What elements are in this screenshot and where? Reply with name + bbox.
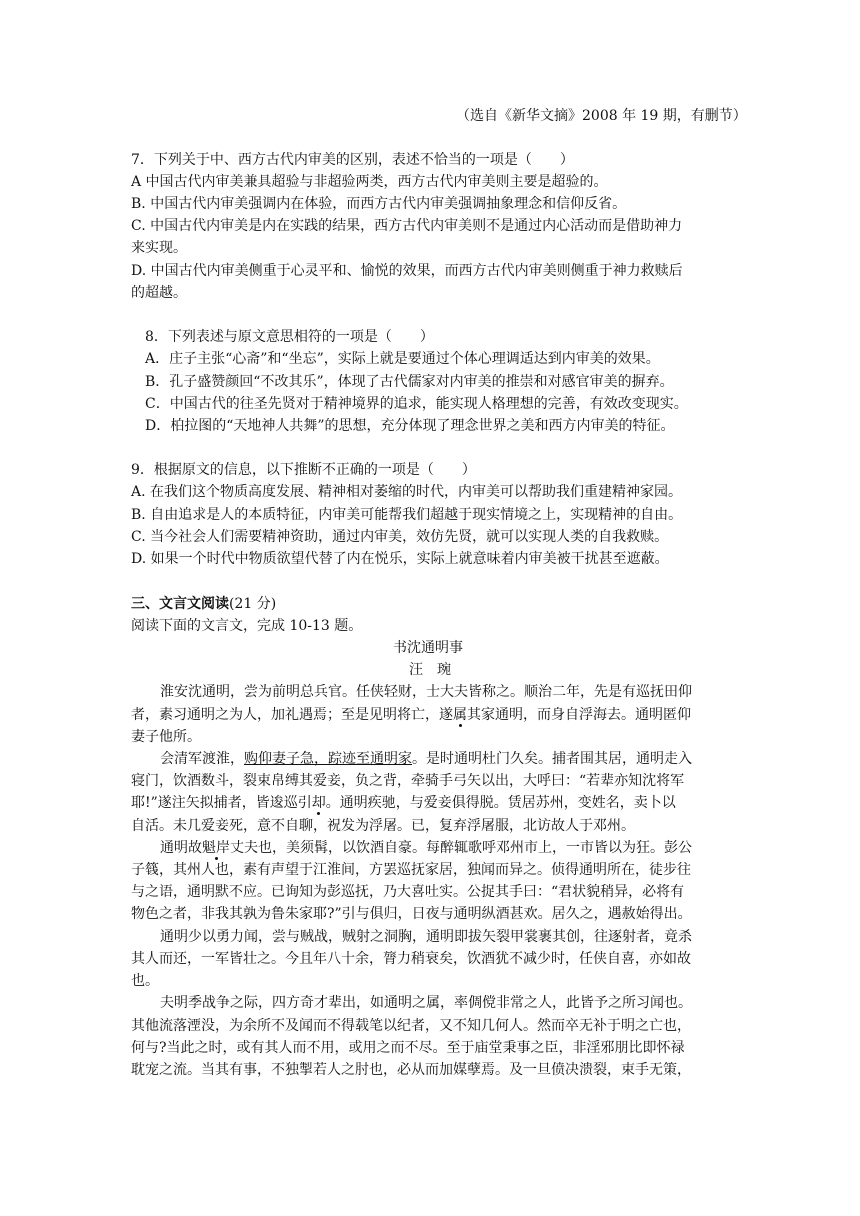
q7-option-c-line2: 来实现。: [131, 240, 187, 256]
passage-line: 自活。未几爱妾死，意不自聊，祝发为浮屠。已，复弃浮屠服，北访故人于邓州。: [131, 818, 635, 834]
passage-line: 夫明季战争之际，四方奇才辈出，如通明之属，率倜傥非常之人，此皆予之所习闻也。: [160, 995, 692, 1011]
section-instruction: 阅读下面的文言文，完成 10-13 题。: [131, 618, 363, 634]
passage-line: 者，素习通明之为人，加礼遇焉；至是见明将亡，遂属其家通明，而身自浮海去。通明匿仰: [131, 707, 691, 723]
section-heading: [131, 594, 276, 614]
passage-line: 耶!”遂注矢拟捕者，皆逡巡引却。通明疾驰，与爱妾俱得脱。赁居苏州，变姓名，卖卜以: [131, 795, 676, 811]
q8-option-c: C．中国古代的往圣先贤对于精神境界的追求，能实现人格理想的完善，有效改变现实。: [145, 396, 688, 412]
passage-line: 会清军渡淮，购仰妻子急，踪迹至通明家。是时通明杜门久矣。捕者围其居，通明走入: [160, 751, 692, 767]
essay-title: 书沈通明事: [393, 640, 463, 656]
q8-option-b: B．孔子盛赞颜回“不改其乐”，体现了古代儒家对内审美的推崇和对感官审美的摒弃。: [145, 374, 674, 390]
passage-line: 通明少以勇力闻，尝与贼战，贼射之洞胸，通明即拔矢裂甲裳裹其创，往逐射者，竟杀: [160, 929, 692, 945]
passage-line: 寝门，饮酒数斗，裂束帛缚其爱妾，负之背，牵骑手弓矢以出，大呼曰：“若辈亦知沈将军: [131, 773, 685, 789]
underlined-sentence: 购仰妻子急，踪迹至通明家: [244, 751, 412, 767]
q7-option-d-line2: 的超越。: [131, 285, 187, 301]
essay-author: 汪 琬: [409, 662, 451, 678]
passage-line: 妻子他所。: [131, 729, 201, 745]
emphasis-dot-char: 属: [453, 707, 467, 723]
passage-line: 其他流落湮没，为余所不及闻而不得载笔以纪者，又不知几何人。然而卒无补于明之亡也，: [131, 1018, 691, 1034]
q9-option-c: C. 当今社会人们需要精神资助，通过内审美，效仿先贤，就可以实现人类的自我救赎。: [131, 529, 669, 545]
passage-line: 物色之者，非我其孰为鲁朱家耶?”引与俱归，日夜与通明纵酒甚欢。居久之，遇赦始得出。: [131, 906, 692, 922]
emphasis-dot-word: 魁岸: [202, 840, 230, 856]
section-title: 三、文言文阅读: [131, 596, 229, 612]
passage-line: 何与?当此之时，或有其人而不用，或用之而不尽。至于庙堂秉事之臣，非淫邪朋比即怀禄: [131, 1040, 685, 1056]
passage-line: 通明故魁岸丈夫也，美须髯，以饮酒自豪。每醉辄歌呼邓州市上，一市皆以为狂。彭公: [160, 840, 692, 856]
passage-line: 其人而还，一军皆壮之。今且年八十余，膂力稍衰矣，饮酒犹不减少时，任侠自喜，亦如故: [131, 951, 691, 967]
q7-option-d-line1: D. 中国古代内审美侧重于心灵平和、愉悦的效果，而西方古代内审美则侧重于神力救赎后: [131, 263, 683, 279]
source-citation: （选自《新华文摘》2008 年 19 期，有删节）: [456, 108, 747, 124]
q7-option-c-line1: C. 中国古代内审美是内在实践的结果，西方古代内审美则不是通过内心活动而是借助神力: [131, 218, 683, 234]
q7-option-a: A 中国古代内审美兼具超验与非超验两类，西方古代内审美则主要是超验的。: [131, 174, 608, 190]
passage-line: 淮安沈通明，尝为前明总兵官。任侠轻财，士大夫皆称之。顺治二年，先是有巡抚田仰: [160, 684, 692, 700]
q9-stem: 9．根据原文的信息，以下推断不正确的一项是（ ）: [131, 462, 476, 478]
q8-option-d: D．柏拉图的“天地神人共舞”的思想，充分体现了理念世界之美和西方内审美的特征。: [145, 418, 675, 434]
q8-option-a: A．庄子主张“心斋”和“坐忘”，实际上就是要通过个体心理调适达到内审美的效果。: [145, 351, 660, 367]
emphasis-dot-char: 却: [311, 795, 326, 811]
q9-option-d: D. 如果一个时代中物质欲望代替了内在悦乐，实际上就意味着内审美被干扰甚至遮蔽。: [131, 551, 669, 567]
section-score: (21 分): [229, 596, 277, 612]
passage-line: 也。: [131, 973, 159, 989]
passage-line: 耽宠之流。当其有事，不独掣若人之肘也，必从而加媒孽焉。及一旦偾决溃裂，束手无策，: [131, 1062, 691, 1078]
q7-stem: 7．下列关于中、西方古代内审美的区别，表述不恰当的一项是（ ）: [131, 152, 574, 168]
q8-stem: 8．下列表述与原文意思相符的一项是（ ）: [145, 329, 434, 345]
q9-option-b: B. 自由追求是人的本质特征，内审美可能帮我们超越于现实情境之上，实现精神的自由。: [131, 507, 683, 523]
q9-option-a: A. 在我们这个物质高度发展、精神相对萎缩的时代，内审美可以帮助我们重建精神家园。: [131, 484, 683, 500]
passage-line: 子篯，其州人也，素有声望于江淮间，方罢巡抚家居，独闻而异之。侦得通明所在，徒步往: [131, 862, 691, 878]
q7-option-b: B. 中国古代内审美强调内在体验，而西方古代内审美强调抽象理念和信仰反省。: [131, 196, 627, 212]
passage-line: 与之语，通明默不应。已询知为彭巡抚，乃大喜吐实。公捉其手曰：“君状貌稍异，必将有: [131, 884, 685, 900]
